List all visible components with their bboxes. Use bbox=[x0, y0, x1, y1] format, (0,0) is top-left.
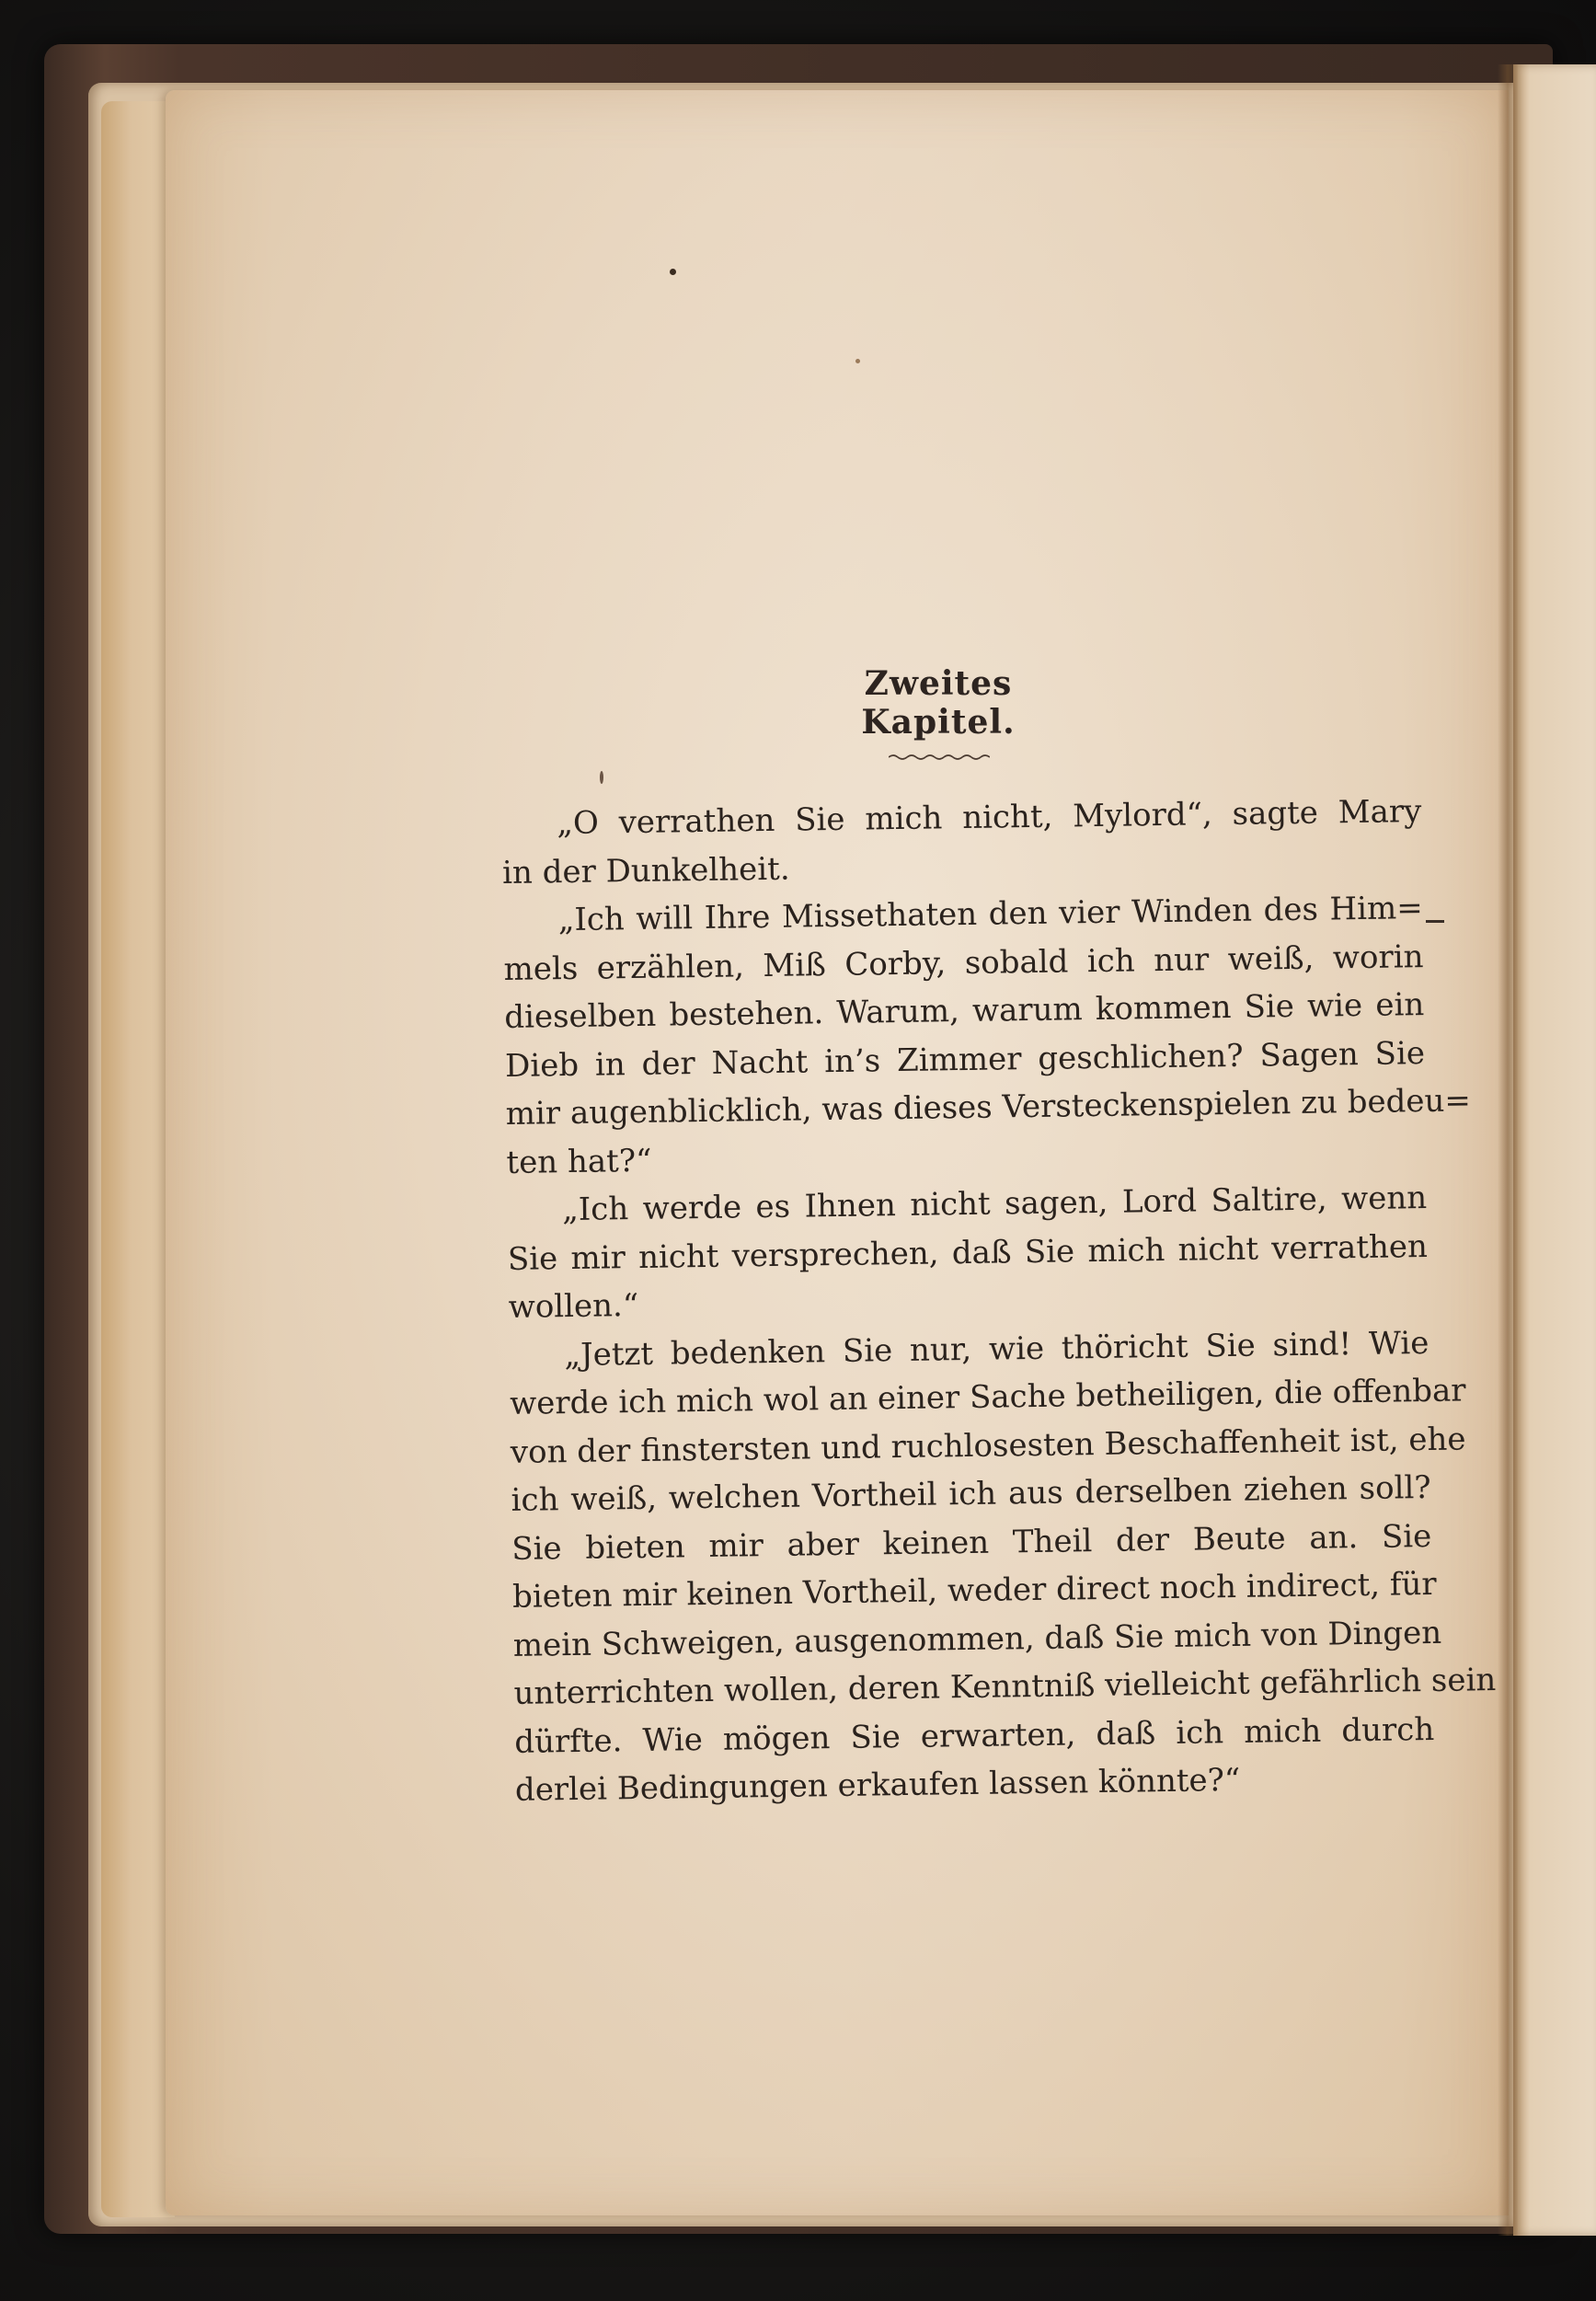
facing-page-edge bbox=[1513, 64, 1596, 2236]
text-line: ich weiß, welchen Vortheil ich aus derselben ziehen soll? bbox=[511, 1468, 1431, 1519]
body-text bbox=[501, 788, 1497, 1814]
text-line: Sie bieten mir aber keinen Theil der Beute an. Sie bbox=[511, 1517, 1432, 1568]
text-line: ten hat?“ bbox=[506, 1142, 652, 1181]
text-line: unterrichten wollen, deren Kenntniß vielleicht gefährlich sein bbox=[513, 1661, 1497, 1712]
text-line: „Ich werde es Ihnen nicht sagen, Lord Saltire, wenn bbox=[561, 1179, 1428, 1229]
text-line: mels erzählen, Miß Corby, sobald ich nur weiß, worin bbox=[503, 938, 1424, 988]
page-edge bbox=[101, 101, 175, 2217]
text-line: mir augenblicklich, was dieses Versteckenspielen zu bedeu= bbox=[505, 1082, 1472, 1133]
chapter-title: Zweites Kapitel. bbox=[861, 664, 1016, 742]
text-line: „O verrathen Sie mich nicht, Mylord“, sagte Mary bbox=[557, 793, 1422, 843]
text-line: derlei Bedingungen erkaufen lassen könnte?“ bbox=[514, 1761, 1241, 1809]
text-line: mein Schweigen, ausgenommen, daß Sie mich von Dingen bbox=[512, 1614, 1442, 1664]
text-line: wollen.“ bbox=[508, 1286, 639, 1326]
margin-mark bbox=[1426, 920, 1444, 923]
text-line: dieselben bestehen. Warum, warum kommen Sie wie ein bbox=[504, 986, 1425, 1036]
text-line: dürfte. Wie mögen Sie erwarten, daß ich mich durch bbox=[514, 1710, 1435, 1761]
text-line: bieten mir keinen Vortheil, weder direct noch indirect, für bbox=[511, 1565, 1437, 1616]
text-line: Sie mir nicht versprechen, daß Sie mich nicht verrathen bbox=[507, 1227, 1429, 1278]
ink-speck bbox=[855, 359, 860, 363]
text-line: werde ich mich wol an einer Sache betheiligen, die offenbar bbox=[509, 1372, 1466, 1422]
text-line: „Jetzt bedenken Sie nur, wie thöricht Sie sind! Wie bbox=[564, 1324, 1430, 1374]
chapter-ornament bbox=[889, 753, 990, 762]
text-line: in der Dunkelheit. bbox=[501, 850, 790, 892]
ink-speck bbox=[670, 269, 676, 275]
text-line: „Ich will Ihre Missethaten den vier Winden des Him= bbox=[557, 890, 1424, 939]
book-gutter bbox=[1498, 64, 1518, 2236]
text-line: von der finstersten und ruchlosesten Beschaffenheit ist, ehe bbox=[510, 1420, 1466, 1471]
text-line: Dieb in der Nacht in’s Zimmer geschlichen? Sagen Sie bbox=[504, 1034, 1426, 1085]
ink-speck bbox=[600, 771, 603, 784]
